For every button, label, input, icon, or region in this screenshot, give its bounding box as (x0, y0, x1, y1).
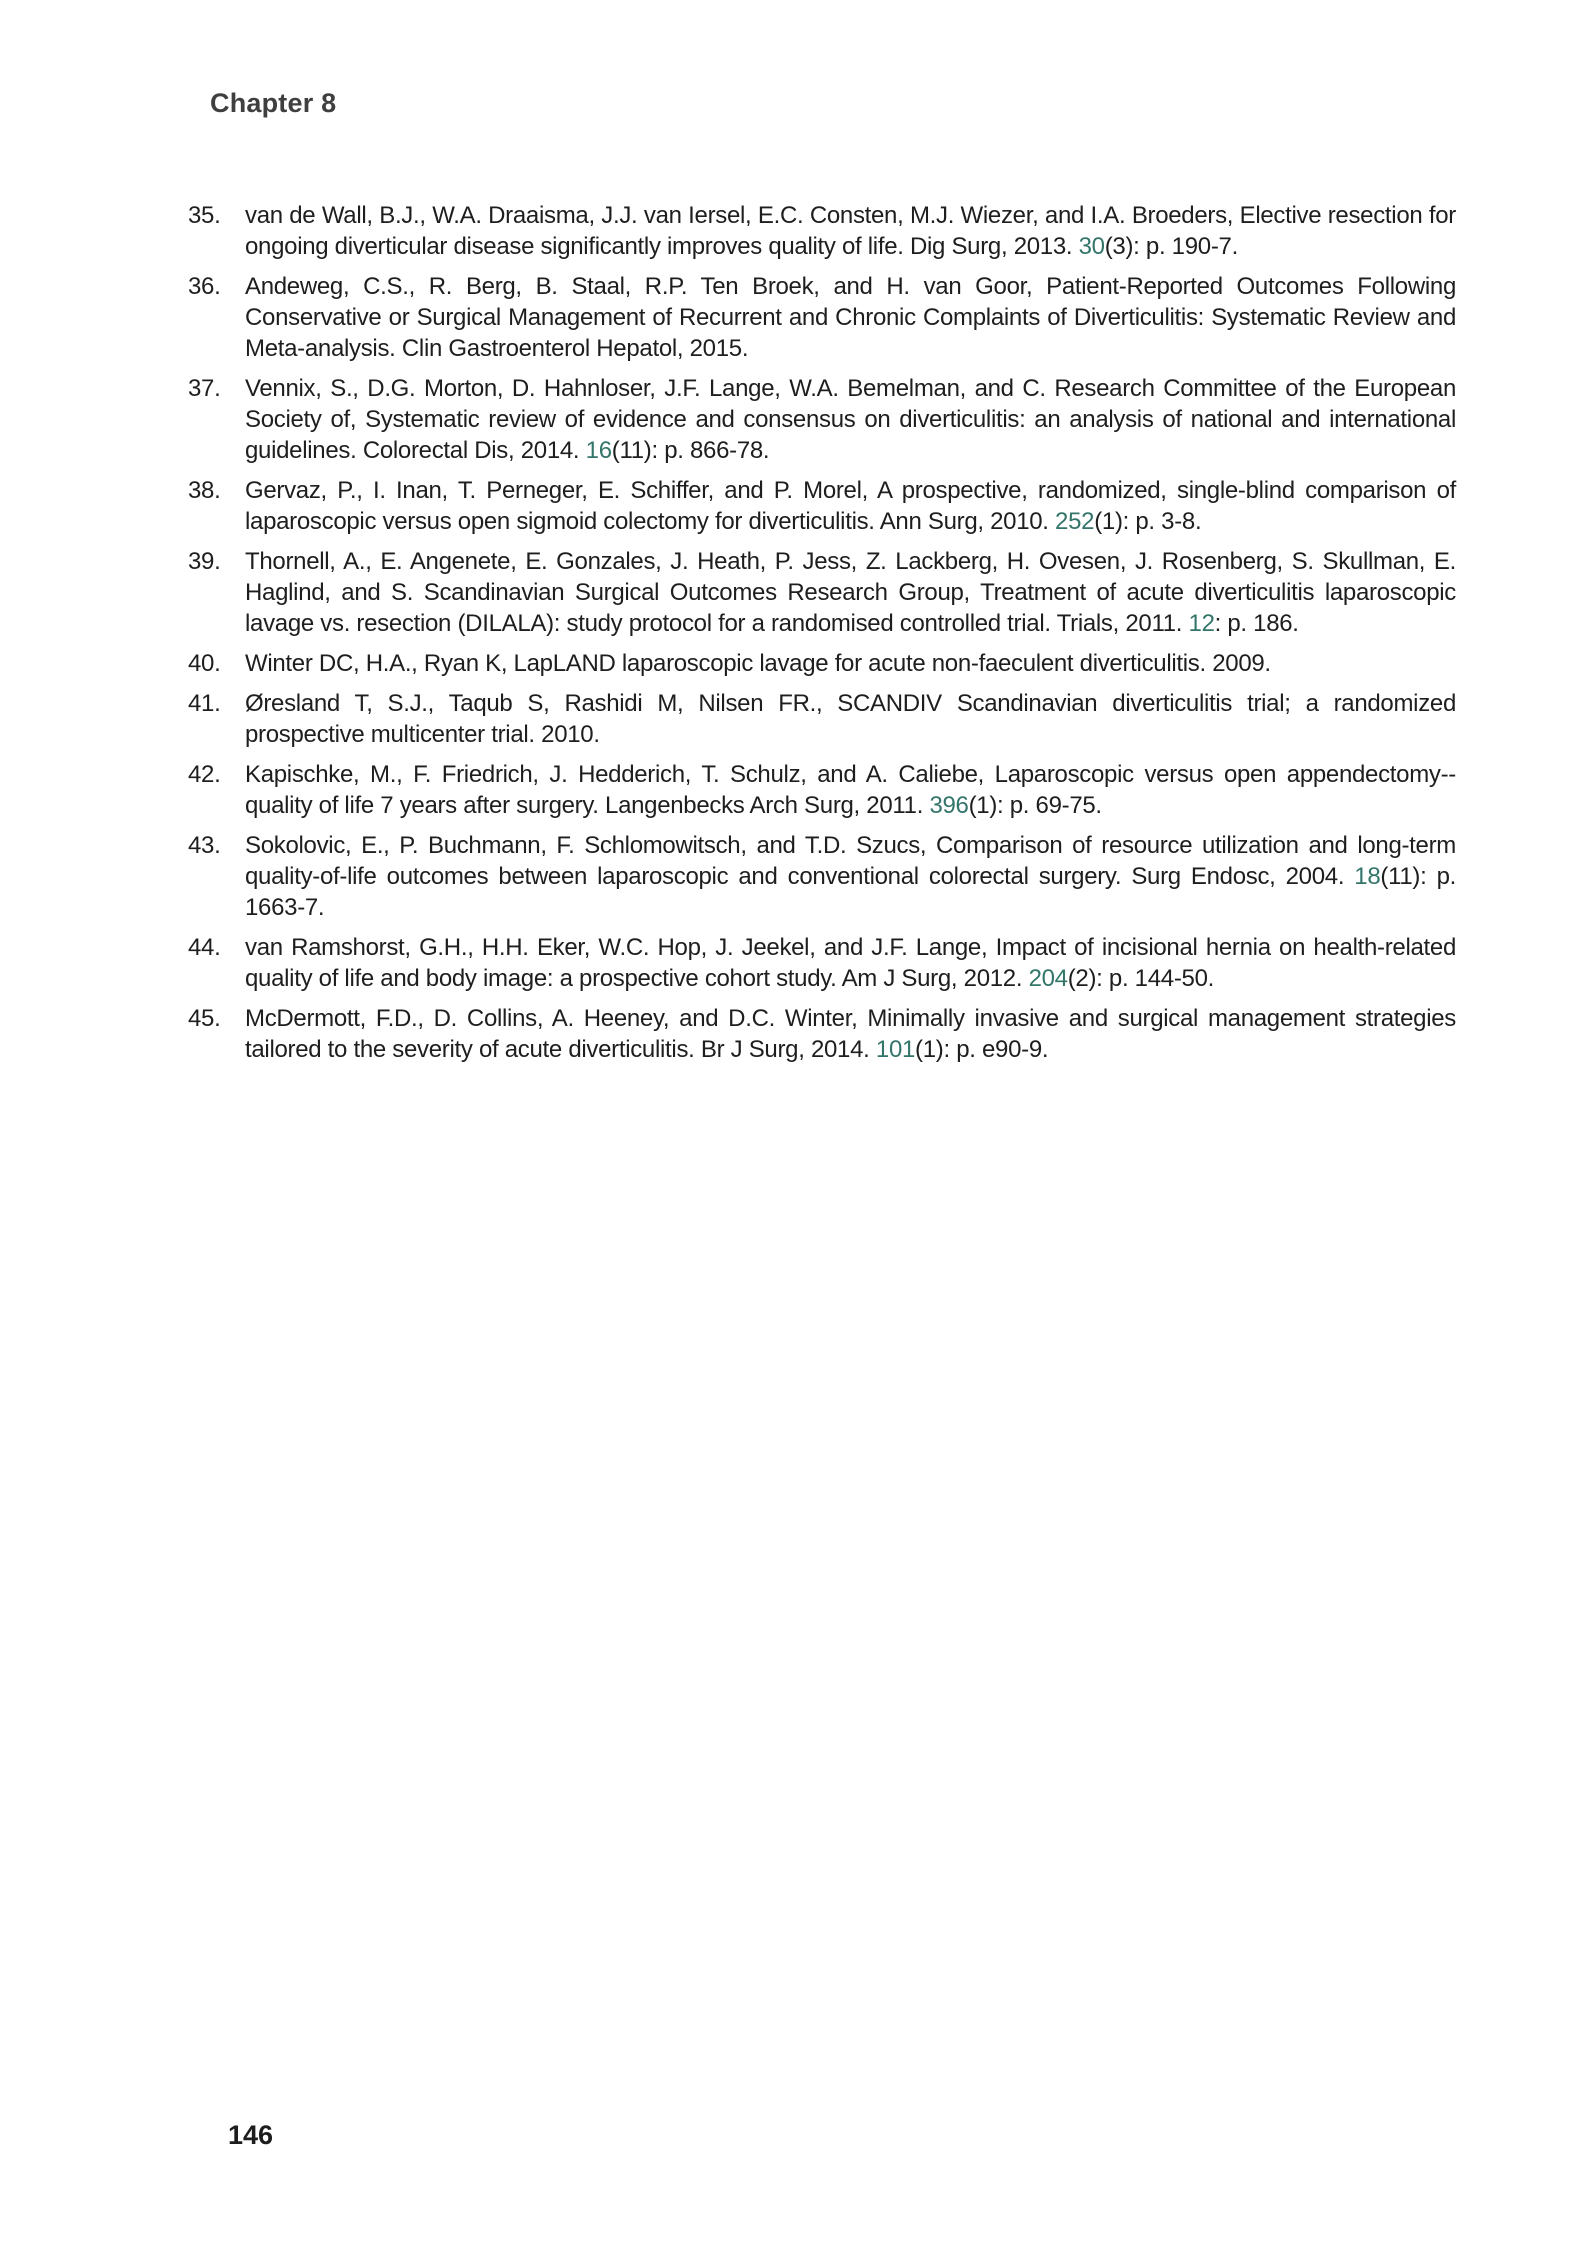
reference-pages: : p. 186. (1214, 610, 1299, 637)
reference-item (188, 271, 1456, 364)
reference-volume: 204 (1028, 965, 1068, 992)
reference-item (188, 200, 1456, 262)
reference-text (245, 373, 1456, 466)
reference-citation: Vennix, S., D.G. Morton, D. Hahnloser, J.F. Lange, W.A. Bemelman, and C. Research Committee of the European Society of, Systematic review of evidence and consensus on diverticulitis: an analysis of national and international guidelines. Colorectal Dis, 2014. (245, 375, 1456, 464)
reference-text (245, 648, 1456, 679)
reference-item (188, 830, 1456, 923)
reference-item (188, 759, 1456, 821)
reference-volume: 16 (585, 437, 612, 464)
reference-list (188, 200, 1456, 1074)
reference-pages: (1): p. 69-75. (968, 792, 1102, 819)
reference-text (245, 830, 1456, 923)
reference-citation: McDermott, F.D., D. Collins, A. Heeney, and D.C. Winter, Minimally invasive and surgical management strategies tailored to the severity of acute diverticulitis. Br J Surg, 2014. (245, 1005, 1456, 1063)
reference-text (245, 475, 1456, 537)
reference-volume: 396 (929, 792, 969, 819)
reference-pages: (3): p. 190-7. (1104, 233, 1238, 260)
reference-text (245, 759, 1456, 821)
reference-volume: 12 (1188, 610, 1215, 637)
page-number: 146 (228, 2120, 274, 2150)
reference-volume: 30 (1078, 233, 1105, 260)
reference-text (245, 688, 1456, 750)
reference-item (188, 475, 1456, 537)
reference-text (245, 932, 1456, 994)
reference-text (245, 546, 1456, 639)
reference-pages: (11): p. 1663-7. (245, 863, 1456, 921)
reference-number: 44. (188, 934, 221, 961)
reference-citation: Winter DC, H.A., Ryan K, LapLAND laparoscopic lavage for acute non-faeculent diverticulitis. 2009. (245, 650, 1271, 677)
reference-number: 40. (188, 650, 221, 677)
reference-volume: 252 (1055, 508, 1095, 535)
reference-citation: Kapischke, M., F. Friedrich, J. Hedderich, T. Schulz, and A. Caliebe, Laparoscopic versus open appendectomy--quality of life 7 years after surgery. Langenbecks Arch Surg, 2011. (245, 761, 1456, 819)
reference-pages: (1): p. e90-9. (915, 1036, 1049, 1063)
reference-text (245, 271, 1456, 364)
reference-number: 43. (188, 832, 221, 859)
reference-pages: (1): p. 3-8. (1094, 508, 1202, 535)
reference-text (245, 200, 1456, 262)
reference-number: 41. (188, 690, 221, 717)
reference-item (188, 1003, 1456, 1065)
reference-item (188, 688, 1456, 750)
reference-citation: Thornell, A., E. Angenete, E. Gonzales, J. Heath, P. Jess, Z. Lackberg, H. Ovesen, J. Rosenberg, S. Skullman, E. Haglind, and S. Scandinavian Surgical Outcomes Research Group, Treatment of acute diverticulitis laparoscopic lavage vs. resection (DILALA): study protocol for a randomised controlled trial. Trials, 2011. (245, 548, 1456, 637)
reference-number: 38. (188, 477, 221, 504)
reference-number: 42. (188, 761, 221, 788)
reference-citation: van de Wall, B.J., W.A. Draaisma, J.J. van Iersel, E.C. Consten, M.J. Wiezer, and I.A. Broeders, Elective resection for ongoing diverticular disease significantly improves quality of life. Dig Surg, 2013. (245, 202, 1456, 260)
reference-number: 45. (188, 1005, 221, 1032)
reference-item (188, 932, 1456, 994)
reference-item (188, 546, 1456, 639)
reference-number: 39. (188, 548, 221, 575)
reference-number: 37. (188, 375, 221, 402)
chapter-header: Chapter 8 (210, 88, 337, 118)
reference-pages: (2): p. 144-50. (1067, 965, 1214, 992)
reference-citation: van Ramshorst, G.H., H.H. Eker, W.C. Hop, J. Jeekel, and J.F. Lange, Impact of incisional hernia on health-related quality of life and body image: a prospective cohort study. Am J Surg, 2012. (245, 934, 1456, 992)
reference-citation: Sokolovic, E., P. Buchmann, F. Schlomowitsch, and T.D. Szucs, Comparison of resource utilization and long-term quality-of-life outcomes between laparoscopic and conventional colorectal surgery. Surg Endosc, 2004. (245, 832, 1456, 890)
reference-item (188, 648, 1456, 679)
reference-citation: Øresland T, S.J., Taqub S, Rashidi M, Nilsen FR., SCANDIV Scandinavian diverticulitis trial; a randomized prospective multicenter trial. 2010. (245, 690, 1456, 748)
reference-item (188, 373, 1456, 466)
reference-number: 35. (188, 202, 221, 229)
reference-number: 36. (188, 273, 221, 300)
reference-citation: Andeweg, C.S., R. Berg, B. Staal, R.P. Ten Broek, and H. van Goor, Patient-Reported Outcomes Following Conservative or Surgical Management of Recurrent and Chronic Complaints of Diverticulitis: Systematic Review and Meta-analysis. Clin Gastroenterol Hepatol, 2015. (245, 273, 1456, 362)
reference-citation: Gervaz, P., I. Inan, T. Perneger, E. Schiffer, and P. Morel, A prospective, randomized, single-blind comparison of laparoscopic versus open sigmoid colectomy for diverticulitis. Ann Surg, 2010. (245, 477, 1456, 535)
reference-text (245, 1003, 1456, 1065)
reference-volume: 18 (1354, 863, 1381, 890)
reference-volume: 101 (875, 1036, 916, 1063)
reference-pages: (11): p. 866-78. (611, 437, 770, 464)
